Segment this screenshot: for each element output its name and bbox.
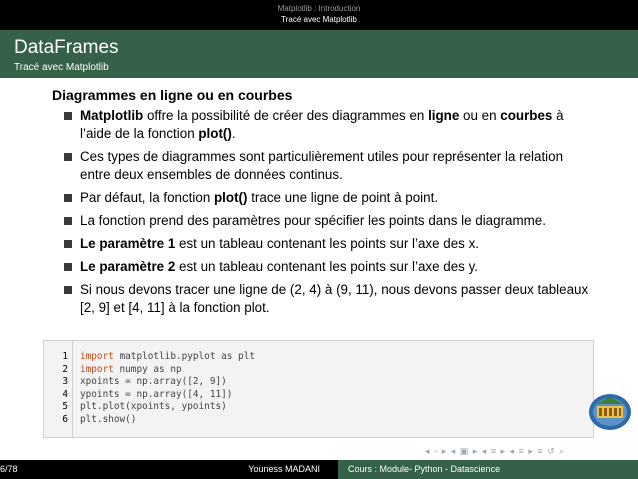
code-rest: numpy as np (113, 363, 182, 375)
line-number: 1 (62, 351, 68, 362)
block-title: Diagrammes en ligne ou en courbes (52, 87, 293, 103)
footer-course-bar (338, 460, 638, 479)
footer-course: Cours : Module- Python - Datascience (348, 464, 501, 474)
line-number: 2 (62, 363, 68, 375)
code-rest: matplotlib.pyplot as plt (113, 351, 255, 362)
code-text (80, 401, 227, 413)
code-line (44, 351, 593, 363)
bullet-list (52, 107, 597, 317)
footer (0, 460, 638, 479)
bold-text: plot() (214, 190, 248, 205)
footer-left-bar (0, 460, 16, 479)
bullet-square-icon (64, 112, 72, 120)
frame-subtitle: Tracé avec Matplotlib (14, 62, 109, 73)
bullet-item (52, 212, 597, 230)
bold-text: courbes (500, 108, 553, 123)
code-text (80, 351, 255, 363)
bullet-item (52, 235, 597, 253)
bullet-square-icon (64, 286, 72, 294)
code-line (44, 376, 593, 388)
text: ou en (459, 108, 501, 123)
bullet-item (52, 107, 597, 143)
bold-text: Le paramètre 1 (80, 236, 176, 251)
text: est un tableau contenant les points sur l’axe des x. (175, 236, 479, 251)
bold-text: plot() (198, 126, 232, 141)
code-line (44, 414, 593, 426)
bullet-square-icon (64, 153, 72, 161)
line-number: 6 (62, 414, 68, 425)
header-subsection-link[interactable]: Tracé avec Matplotlib (281, 15, 357, 24)
code-rest: ypoints = np.array([4, 11]) (80, 388, 233, 400)
text: . (231, 126, 236, 141)
frame-title: DataFrames (14, 37, 119, 58)
frame-title-bar (0, 30, 638, 78)
text: trace une ligne de point à point. (247, 190, 439, 205)
bold-text: ligne (428, 108, 460, 123)
bullet-item (52, 281, 597, 317)
content-block (52, 87, 597, 322)
text: offre la possibilité de créer des diagrammes en (143, 108, 429, 123)
beamer-navigation-symbols[interactable]: ◂ ▫ ▸ ◂ ▣ ▸ ◂ ≡ ▸ ◂ ≡ ▸ ≡ ↺ ⌕ (425, 446, 566, 456)
bullet-square-icon (64, 240, 72, 248)
code-listing (43, 340, 594, 438)
text: Ces types de diagrammes sont particulièrement utiles pour représenter la relation entre deux ensembles de données continus. (80, 149, 564, 182)
bullet-square-icon (64, 217, 72, 225)
line-number: 5 (62, 401, 68, 413)
code-line (44, 389, 593, 401)
bullet-item (52, 189, 597, 207)
code-text (80, 376, 227, 388)
code-text (80, 364, 182, 376)
code-rest: xpoints = np.array([2, 9]) (80, 376, 227, 388)
code-keyword: import (80, 363, 114, 375)
text: Par défaut, la fonction (80, 190, 214, 205)
bold-text: Le paramètre 2 (80, 259, 176, 274)
header-navigation (0, 0, 638, 30)
code-text (80, 414, 136, 426)
university-logo-icon (588, 392, 632, 432)
bullet-item (52, 258, 597, 276)
footer-author: Youness MADANI (248, 464, 320, 474)
code-text (80, 389, 232, 401)
bold-text: Matplotlib (80, 108, 144, 123)
code-keyword: import (80, 351, 114, 362)
text: à l’aide de la fonction (80, 108, 564, 141)
footer-author-bar (16, 460, 338, 479)
code-line (44, 364, 593, 376)
text: Si nous devons tracer une ligne de (2, 4) à (9, 11), nous devons passer deux tableaux [2, 9] et [4, 11] à la fonction plot. (80, 282, 589, 315)
bullet-square-icon (64, 263, 72, 271)
header-section-link[interactable]: Matplotlib : Introduction (277, 4, 361, 13)
code-rest: plt.plot(xpoints, ypoints) (80, 401, 227, 413)
bullet-square-icon (64, 194, 72, 202)
text: La fonction prend des paramètres pour spécifier les points dans le diagramme. (80, 213, 546, 228)
bullet-item (52, 148, 597, 184)
line-number: 4 (62, 388, 68, 400)
text: est un tableau contenant les points sur l’axe des y. (175, 259, 478, 274)
code-line (44, 401, 593, 413)
page-number: 6/78 (0, 464, 18, 474)
code-rest: plt.show() (80, 414, 137, 425)
line-number: 3 (62, 376, 68, 388)
